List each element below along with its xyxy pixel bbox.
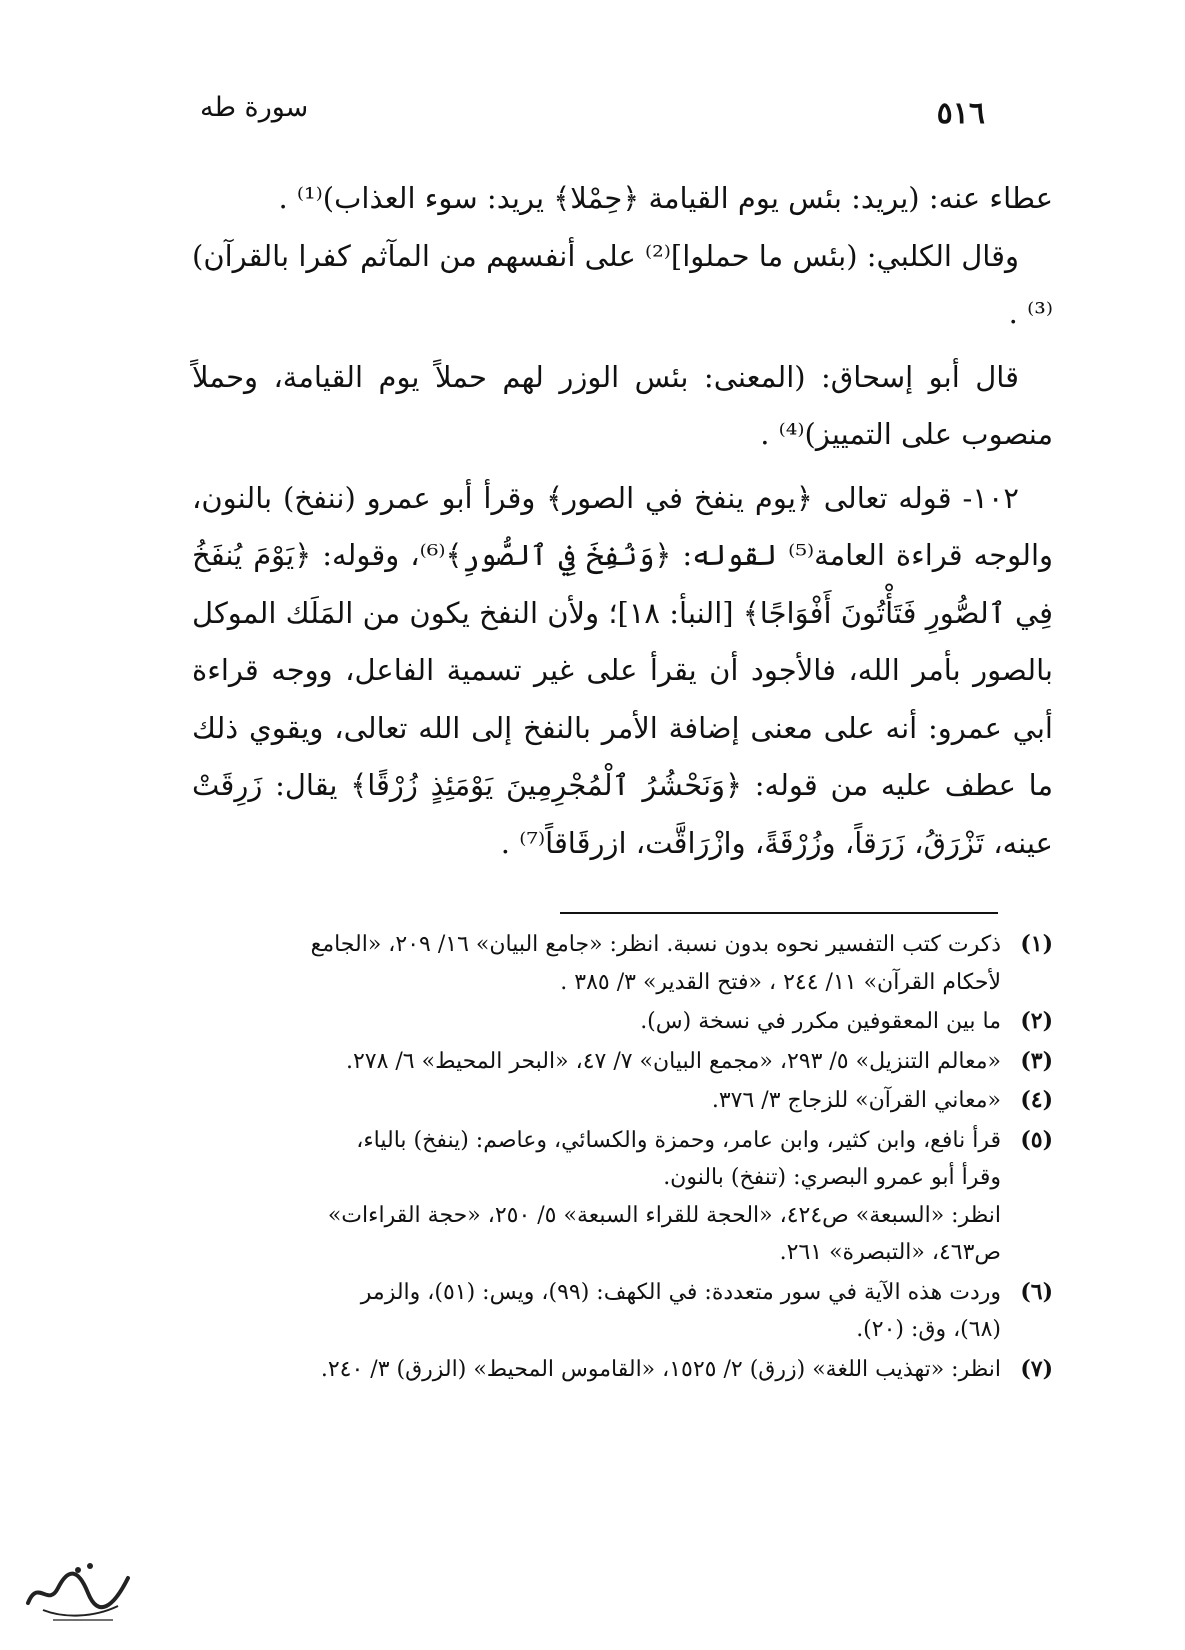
surah-title: سورة طه bbox=[200, 92, 309, 123]
page-number: ٥١٦ bbox=[936, 96, 985, 131]
paragraph: وقال الكلبي: (بئس ما حملوا]⁽²⁾ على أنفسهم من المآثم كفرا بالقرآن)⁽³⁾ . bbox=[192, 238, 1053, 330]
footnote-line: انظر: «السبعة» ص٤٢٤، «الحجة للقراء السبعة» ٥/ ٢٥٠، «حجة القراءات» bbox=[327, 1202, 1001, 1228]
footnote bbox=[132, 1082, 1053, 1120]
footnote bbox=[132, 1274, 1053, 1349]
footnote-line: «معالم التنزيل» ٥/ ٢٩٣، «مجمع البيان» ٧/ ٤٧، «البحر المحيط» ٦/ ٢٧٨. bbox=[345, 1048, 1001, 1074]
footnote-number: (٦) bbox=[1020, 1278, 1053, 1305]
footnote-line: وقرأ أبو عمرو البصري: (تنفخ) بالنون. bbox=[663, 1165, 1001, 1190]
footnote-number: (٧) bbox=[1020, 1355, 1053, 1382]
footnote-number: (٣) bbox=[1020, 1047, 1053, 1074]
footnote bbox=[132, 1043, 1053, 1081]
footnote-number: (٢) bbox=[1020, 1008, 1053, 1034]
footnote-line: ص٤٦٣، «التبصرة» ٢٦١. bbox=[779, 1240, 1001, 1265]
footnote-line: (٦٨)، وق: (٢٠). bbox=[856, 1317, 1001, 1342]
page-header bbox=[200, 92, 985, 136]
paragraph: قال أبو إسحاق: (المعنى: بئس الوزر لهم حملاً يوم القيامة، وحملاً منصوب على التمييز)⁽⁴⁾ . bbox=[192, 359, 1053, 451]
footnotes bbox=[132, 926, 1053, 1390]
footnote-number: (١) bbox=[1020, 931, 1053, 957]
footnote-separator bbox=[560, 912, 998, 914]
footnote-line: لأحكام القرآن» ١١/ ٢٤٤ ، «فتح القدير» ٣/ ٣٨٥ . bbox=[560, 969, 1001, 995]
footnote-line: انظر: «تهذيب اللغة» (زرق) ٢/ ١٥٢٥، «القاموس المحيط» (الزرق) ٣/ ٢٤٠. bbox=[320, 1356, 1001, 1382]
footnote bbox=[132, 1351, 1053, 1389]
paragraph: ١٠٢- قوله تعالى ﴿يوم ينفخ في الصور﴾ وقرأ أبو عمرو (ننفخ) بالنون، والوجه قراءة العامة⁽⁵⁾ لقوله: ﴿وَنُفِخَ فِي ٱلصُّورِ﴾⁽⁶⁾، وقوله: ﴿يَوْمَ يُنفَخُ فِي ٱلصُّورِ فَتَأْتُونَ أَفْوَاجًا﴾ [النبأ: ١٨]؛ ولأن النفخ يكون من المَلَك الموكل بالصور بأمر الله، فالأجود أن يقرأ على غير تسمية الفاعل، ووجه قراءة أبي عمرو: أنه على معنى إضافة الأمر بالنفخ إلى الله تعالى، ويقوي ذلك ما عطف عليه من قوله: ﴿وَنَحْشُرُ ٱلْمُجْرِمِينَ يَوْمَئِذٍ زُرْقًا﴾ يقال: زَرِقَتْ عينه، تَزْرَقُ، زَرَقاً، وزُرْقَةً، وازْرَاقَّت، ازرقَاقاً⁽⁷⁾ . bbox=[192, 480, 1054, 860]
main-text bbox=[192, 170, 1053, 872]
footnote bbox=[132, 926, 1053, 1001]
footnote-line: وردت هذه الآية في سور متعددة: في الكهف: (٩٩)، ويس: (٥١)، والزمر bbox=[360, 1279, 1001, 1305]
footnote-line: «معاني القرآن» للزجاج ٣/ ٣٧٦. bbox=[711, 1088, 1001, 1113]
footnote bbox=[132, 1003, 1053, 1041]
paragraph: عطاء عنه: (يريد: بئس يوم القيامة ﴿حِمْلا﴾ يريد: سوء العذاب)⁽¹⁾ . bbox=[278, 181, 1053, 215]
footnote-line: ما بين المعقوفين مكرر في نسخة (س). bbox=[640, 1009, 1001, 1034]
footnote-line: ذكرت كتب التفسير نحوه بدون نسبة. انظر: «جامع البيان» ١٦/ ٢٠٩، «الجامع bbox=[310, 932, 1001, 957]
footnote-number: (٤) bbox=[1020, 1087, 1053, 1113]
watermark-logo bbox=[18, 1548, 138, 1628]
footnote bbox=[132, 1122, 1053, 1272]
footnote-line: قرأ نافع، وابن كثير، وابن عامر، وحمزة والكسائي، وعاصم: (ينفخ) بالياء، bbox=[356, 1127, 1001, 1153]
footnote-number: (٥) bbox=[1020, 1126, 1053, 1153]
